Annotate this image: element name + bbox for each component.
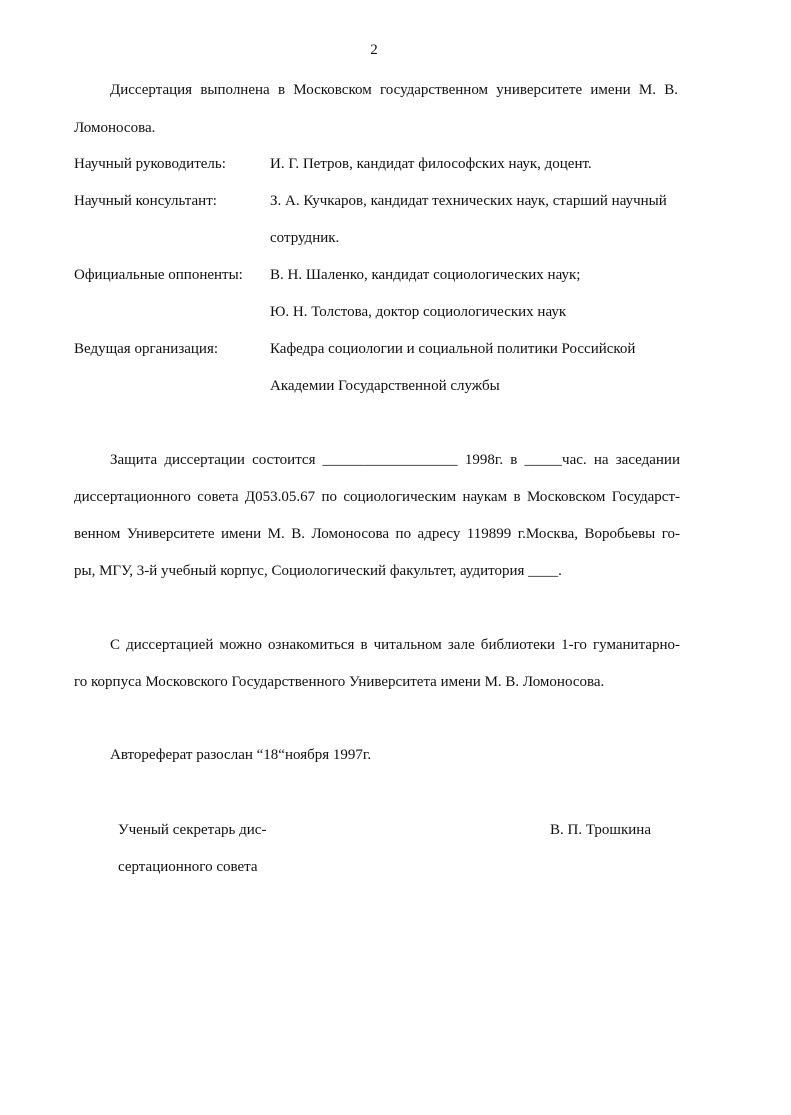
library-line-2: го корпуса Московского Государственного Университета имени М. В. Ломоносова. [74,674,605,690]
consultant-name-line-1: З. А. Кучкаров, кандидат технических наук, старший научный [270,193,667,209]
org-line-2: Академии Государственной службы [270,378,500,394]
secretary-title-line-2: сертационного совета [118,859,258,875]
opponent-2: Ю. Н. Толстова, доктор социологических наук [270,304,567,320]
opponents-label: Официальные оппоненты: [74,267,243,283]
consultant-name-line-2: сотрудник. [270,230,340,246]
defense-line-4: ры, МГУ, 3-й учебный корпус, Социологический факультет, аудитория ____. [74,563,562,579]
supervisor-label: Научный руководитель: [74,156,226,172]
sent-date: Автореферат разослан “18“ноября 1997г. [110,747,372,763]
consultant-label: Научный консультант: [74,193,217,209]
defense-line-1: Защита диссертации состоится __________________ 1998г. в _____час. на заседании [110,452,680,468]
page-number: 2 [370,42,378,58]
library-line-1: С диссертацией можно ознакомиться в читальном зале библиотеки 1-го гуманитарно- [110,637,680,653]
secretary-name: В. П. Трошкина [550,822,651,838]
org-label: Ведущая организация: [74,341,219,357]
intro-line-2: Ломоносова. [74,120,156,136]
secretary-title-line-1: Ученый секретарь дис- [118,822,267,838]
org-line-1: Кафедра социологии и социальной политики Российской [270,341,636,357]
supervisor-name: И. Г. Петров, кандидат философских наук, доцент. [270,156,592,172]
defense-line-2: диссертационного совета Д053.05.67 по социологическим наукам в Московском Государст- [74,489,680,505]
intro-line-1: Диссертация выполнена в Московском государственном университете имени М. В. [110,82,678,98]
opponent-1: В. Н. Шаленко, кандидат социологических наук; [270,267,581,283]
defense-line-3: венном Университете имени М. В. Ломоносова по адресу 119899 г.Москва, Воробьевы го- [74,526,680,542]
